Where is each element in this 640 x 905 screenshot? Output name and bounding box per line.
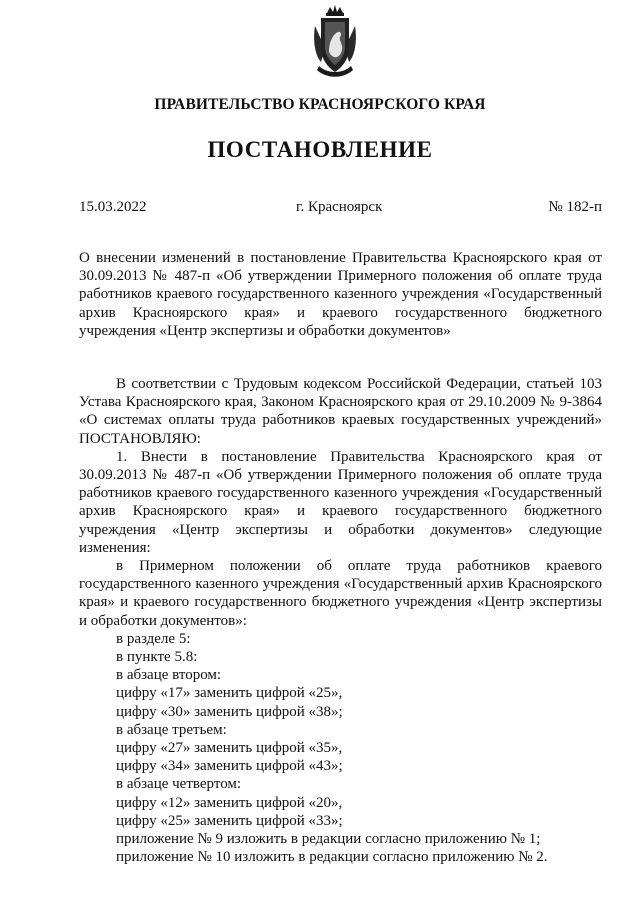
- amendment-line: цифру «12» заменить цифрой «20»,: [116, 794, 343, 811]
- document-subject: О внесении изменений в постановление Правительства Красноярского края от 30.09.2013 № 487-п «Об утверждении Примерного положения об оплате труда работников краевого государственного казенного учреждения «Государственный архив Красноярского края» и краевого государственного бюджетного учреждения «Центр экспертизы и обработки документов»: [79, 250, 602, 339]
- amendment-line: в абзаце четвертом:: [116, 776, 242, 793]
- amendment-line: в абзаце втором:: [116, 667, 222, 684]
- amendment-line: в абзаце третьем:: [116, 721, 227, 738]
- government-title: ПРАВИТЕЛЬСТВО КРАСНОЯРСКОГО КРАЯ: [154, 96, 486, 113]
- document-number: № 182-п: [548, 199, 602, 215]
- amendment-line: цифру «27» заменить цифрой «35»,: [116, 740, 343, 757]
- item-1-amendment-paragraph: в Примерном положении об оплате труда работников краевого государственного казенного учреждения «Государственный архив Красноярского края» и краевого государственного бюджетного учреждения «Центр экспертизы и обработки документов»:: [79, 558, 602, 629]
- amendment-line: цифру «17» заменить цифрой «25»,: [116, 685, 343, 702]
- item-1-paragraph: 1. Внести в постановление Правительства Красноярского края от 30.09.2013 № 487-п «Об утверждении Примерного положения об оплате труда работников краевого государственного казенного учреждения «Государственный архив Красноярского края» и краевого государственного бюджетного учреждения «Центр экспертизы и обработки документов» следующие изменения:: [79, 448, 602, 556]
- intro-paragraph: В соответствии с Трудовым кодексом Российской Федерации, статьей 103 Устава Красноярского края, Законом Красноярского края от 29.10.2009 № 9-3864 «О системах оплаты труда работников краевых государственных учреждений» ПОСТАНОВЛЯЮ:: [79, 376, 602, 447]
- amendment-line: цифру «25» заменить цифрой «33»;: [116, 812, 343, 829]
- document-city: г. Красноярск: [296, 199, 383, 215]
- amendment-line: в пункте 5.8:: [116, 649, 198, 666]
- amendment-line: приложение № 9 изложить в редакции согласно приложению № 1;: [116, 831, 541, 848]
- document-body: [79, 375, 602, 866]
- coat-of-arms-icon: [311, 4, 359, 80]
- document-type-title: ПОСТАНОВЛЕНИЕ: [207, 137, 433, 162]
- amendment-line: приложение № 10 изложить в редакции согласно приложению № 2.: [116, 849, 548, 866]
- document-date: 15.03.2022: [79, 199, 147, 215]
- amendment-line: цифру «30» заменить цифрой «38»;: [116, 703, 343, 720]
- amendment-line: цифру «34» заменить цифрой «43»;: [116, 758, 343, 775]
- amendment-line: в разделе 5:: [116, 630, 191, 647]
